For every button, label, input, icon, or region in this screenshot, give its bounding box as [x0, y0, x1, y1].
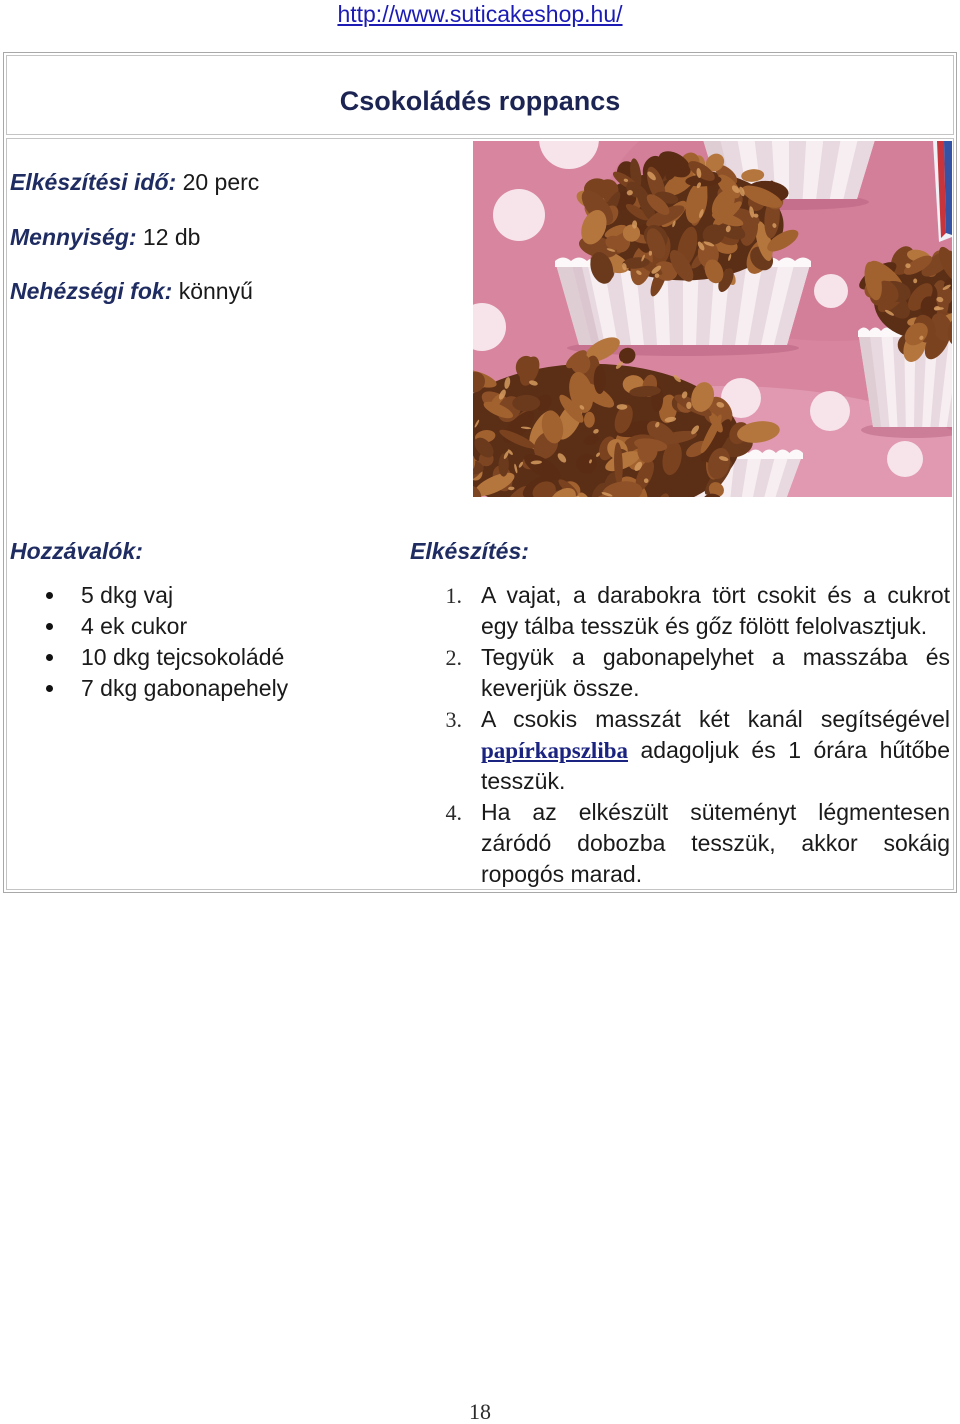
paper-cup-link[interactable]: papírkapszliba	[481, 738, 628, 763]
method-heading: Elkészítés:	[410, 538, 529, 564]
step-text-before-link: A csokis masszát két kanál segítségével	[481, 706, 950, 732]
difficulty-value: könnyű	[178, 278, 253, 304]
polka-dot	[887, 441, 923, 477]
cornflake-chunk	[594, 365, 606, 394]
prep-time-label: Elkészítési idő:	[10, 169, 177, 195]
difficulty-label: Nehézségi fok:	[10, 278, 173, 304]
polka-dot	[493, 189, 545, 241]
method-step	[420, 642, 950, 704]
ingredients-list	[81, 580, 288, 704]
difficulty-row	[10, 276, 253, 307]
step-text: Tegyük a gabonapelyhet a masszába és keverjük össze.	[481, 644, 950, 701]
ingredient-item: 10 dkg tejcsokoládé	[81, 642, 288, 673]
polka-dot	[814, 274, 848, 308]
ingredient-item: 5 dkg vaj	[81, 580, 288, 611]
method-step	[420, 797, 950, 890]
method-steps-list	[420, 580, 950, 890]
quantity-value: 12 db	[142, 224, 201, 250]
step-number: 3.	[445, 707, 462, 732]
page-number: 18	[469, 1399, 491, 1424]
prep-time-row	[10, 167, 259, 198]
ingredient-item: 7 dkg gabonapehely	[81, 673, 288, 704]
step-text: A vajat, a darabokra tört csokit és a cukrot egy tálba tesszük és gőz fölött felolvasztjuk.	[481, 582, 950, 639]
step-number: 4.	[445, 800, 462, 825]
prep-time-value: 20 perc	[182, 169, 260, 195]
step-number: 1.	[445, 583, 462, 608]
quantity-label: Mennyiség:	[10, 224, 137, 250]
polka-dot	[810, 391, 850, 431]
method-step	[420, 704, 950, 797]
step-text: Ha az elkészült süteményt légmentesen záródó dobozba tesszük, akkor sokáig ropogós marad.	[481, 799, 950, 887]
step-number: 2.	[445, 645, 462, 670]
quantity-row	[10, 222, 200, 253]
method-step	[420, 580, 950, 642]
ingredients-heading: Hozzávalók:	[10, 538, 143, 564]
chocolate-highlight	[913, 279, 917, 284]
chocolate-highlight	[617, 404, 628, 410]
recipe-title: Csokoládés roppancs	[339, 86, 621, 116]
step-text	[481, 704, 950, 797]
recipe-photo	[473, 141, 952, 497]
ingredient-item: 4 ek cukor	[81, 611, 288, 642]
site-header	[0, 0, 960, 28]
step-text-after-link: adagoljuk és 1 órára hűtőbe tesszük.	[481, 737, 950, 794]
site-url-link[interactable]: http://www.suticakeshop.hu/	[337, 1, 623, 27]
